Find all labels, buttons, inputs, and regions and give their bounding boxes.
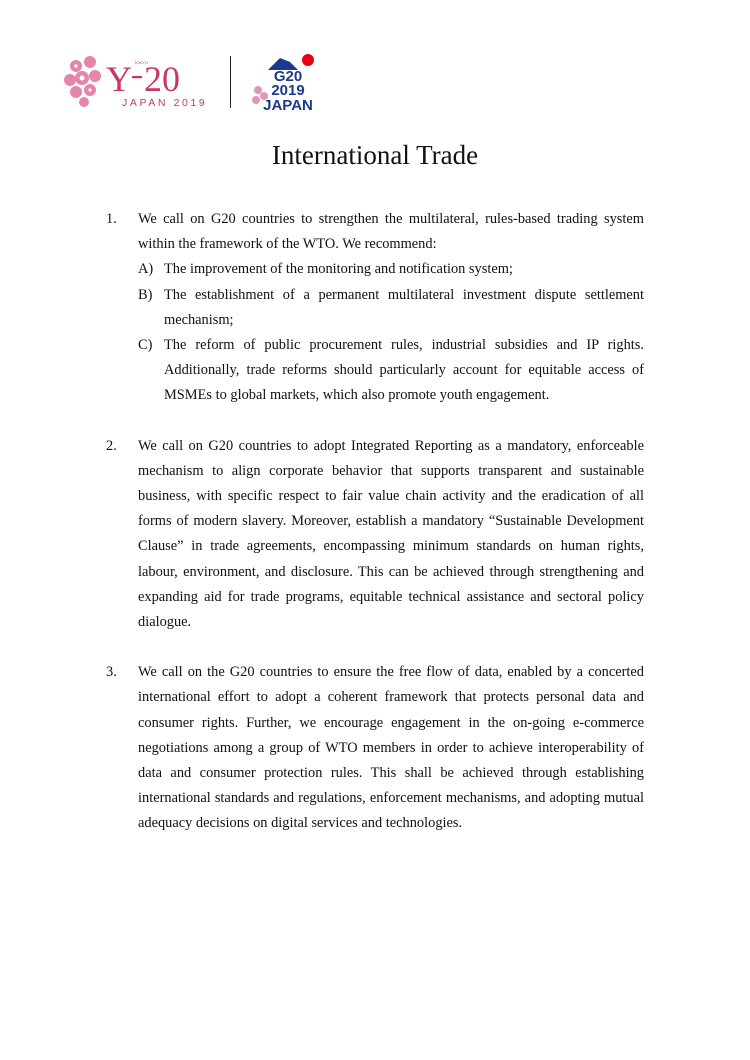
sub-item-letter: B) bbox=[138, 286, 153, 303]
header bbox=[62, 52, 342, 116]
y20-logo bbox=[62, 52, 214, 112]
item-text: We call on G20 countries to strengthen the multilateral, rules-based trading system within the framework of the WTO. We recommend: bbox=[138, 211, 644, 253]
item-text: We call on the G20 countries to ensure the free flow of data, enabled by a concerted international effort to adopt a coherent framework that protects personal data and consumer rights. Further, we encourage engagement in the on-going e-commerce negotiations among a group of WTO members in order to achieve interoperability of data and consumer protection rules. This shall be achieved through establishing international standards and regulations, enforcement mechanisms, and adopting mutual adequacy decisions on digital services and technologies. bbox=[138, 664, 644, 832]
y20-tagline: JAPAN 2019 bbox=[122, 97, 208, 109]
item-number: 1. bbox=[106, 211, 117, 227]
y20-mark: Y bbox=[106, 59, 132, 99]
g20-2019-japan-logo bbox=[250, 52, 330, 114]
item-text: We call on G20 countries to adopt Integrated Reporting as a mandatory, enforceable mechanism to align corporate behavior that supports transparent and sustainable business, with specific respect to fair value chain activity and the eradication of all forms of modern slavery. Moreover, establish a mandatory “Sustainable Development Clause” in trade agreements, encompassing minimum standards on human rights, labour, environment, and disclosure. This can be achieved through strengthening and expanding aid for trade programs, equitable technical assistance and sectoral policy dialogue. bbox=[138, 437, 644, 631]
item-number: 3. bbox=[106, 664, 117, 681]
y20-small-text: TOKYO bbox=[134, 60, 148, 65]
sub-item-a bbox=[138, 257, 644, 282]
list-item-3 bbox=[106, 660, 644, 836]
item-number: 2. bbox=[106, 437, 117, 454]
g20-line3: JAPAN bbox=[263, 97, 313, 114]
sub-item-text: The reform of public procurement rules, industrial subsidies and IP rights. Additionally, trade reforms should particularly account for equitable access of MSMEs to global markets, which also promote youth engagement. bbox=[164, 337, 644, 404]
sub-item-text: The establishment of a permanent multilateral investment dispute settlement mechanism; bbox=[164, 286, 644, 328]
sub-item-text: The improvement of the monitoring and notification system; bbox=[164, 261, 513, 278]
sub-item-letter: C) bbox=[138, 337, 153, 354]
sub-item-b bbox=[138, 283, 644, 333]
list-item-1 bbox=[106, 207, 644, 409]
g20-line2: 2019 bbox=[271, 82, 305, 99]
sun-icon bbox=[302, 54, 314, 66]
y20-number: 20 bbox=[144, 59, 180, 99]
sub-item-letter: A) bbox=[138, 261, 154, 278]
g20-line1: G20 bbox=[273, 68, 303, 85]
flower-icon bbox=[64, 56, 101, 107]
list-item-2 bbox=[106, 434, 644, 636]
sub-item-c bbox=[138, 333, 644, 409]
document-body bbox=[106, 207, 644, 862]
sub-list bbox=[138, 257, 644, 408]
logo-divider bbox=[230, 56, 231, 108]
page-title: International Trade bbox=[271, 140, 479, 170]
